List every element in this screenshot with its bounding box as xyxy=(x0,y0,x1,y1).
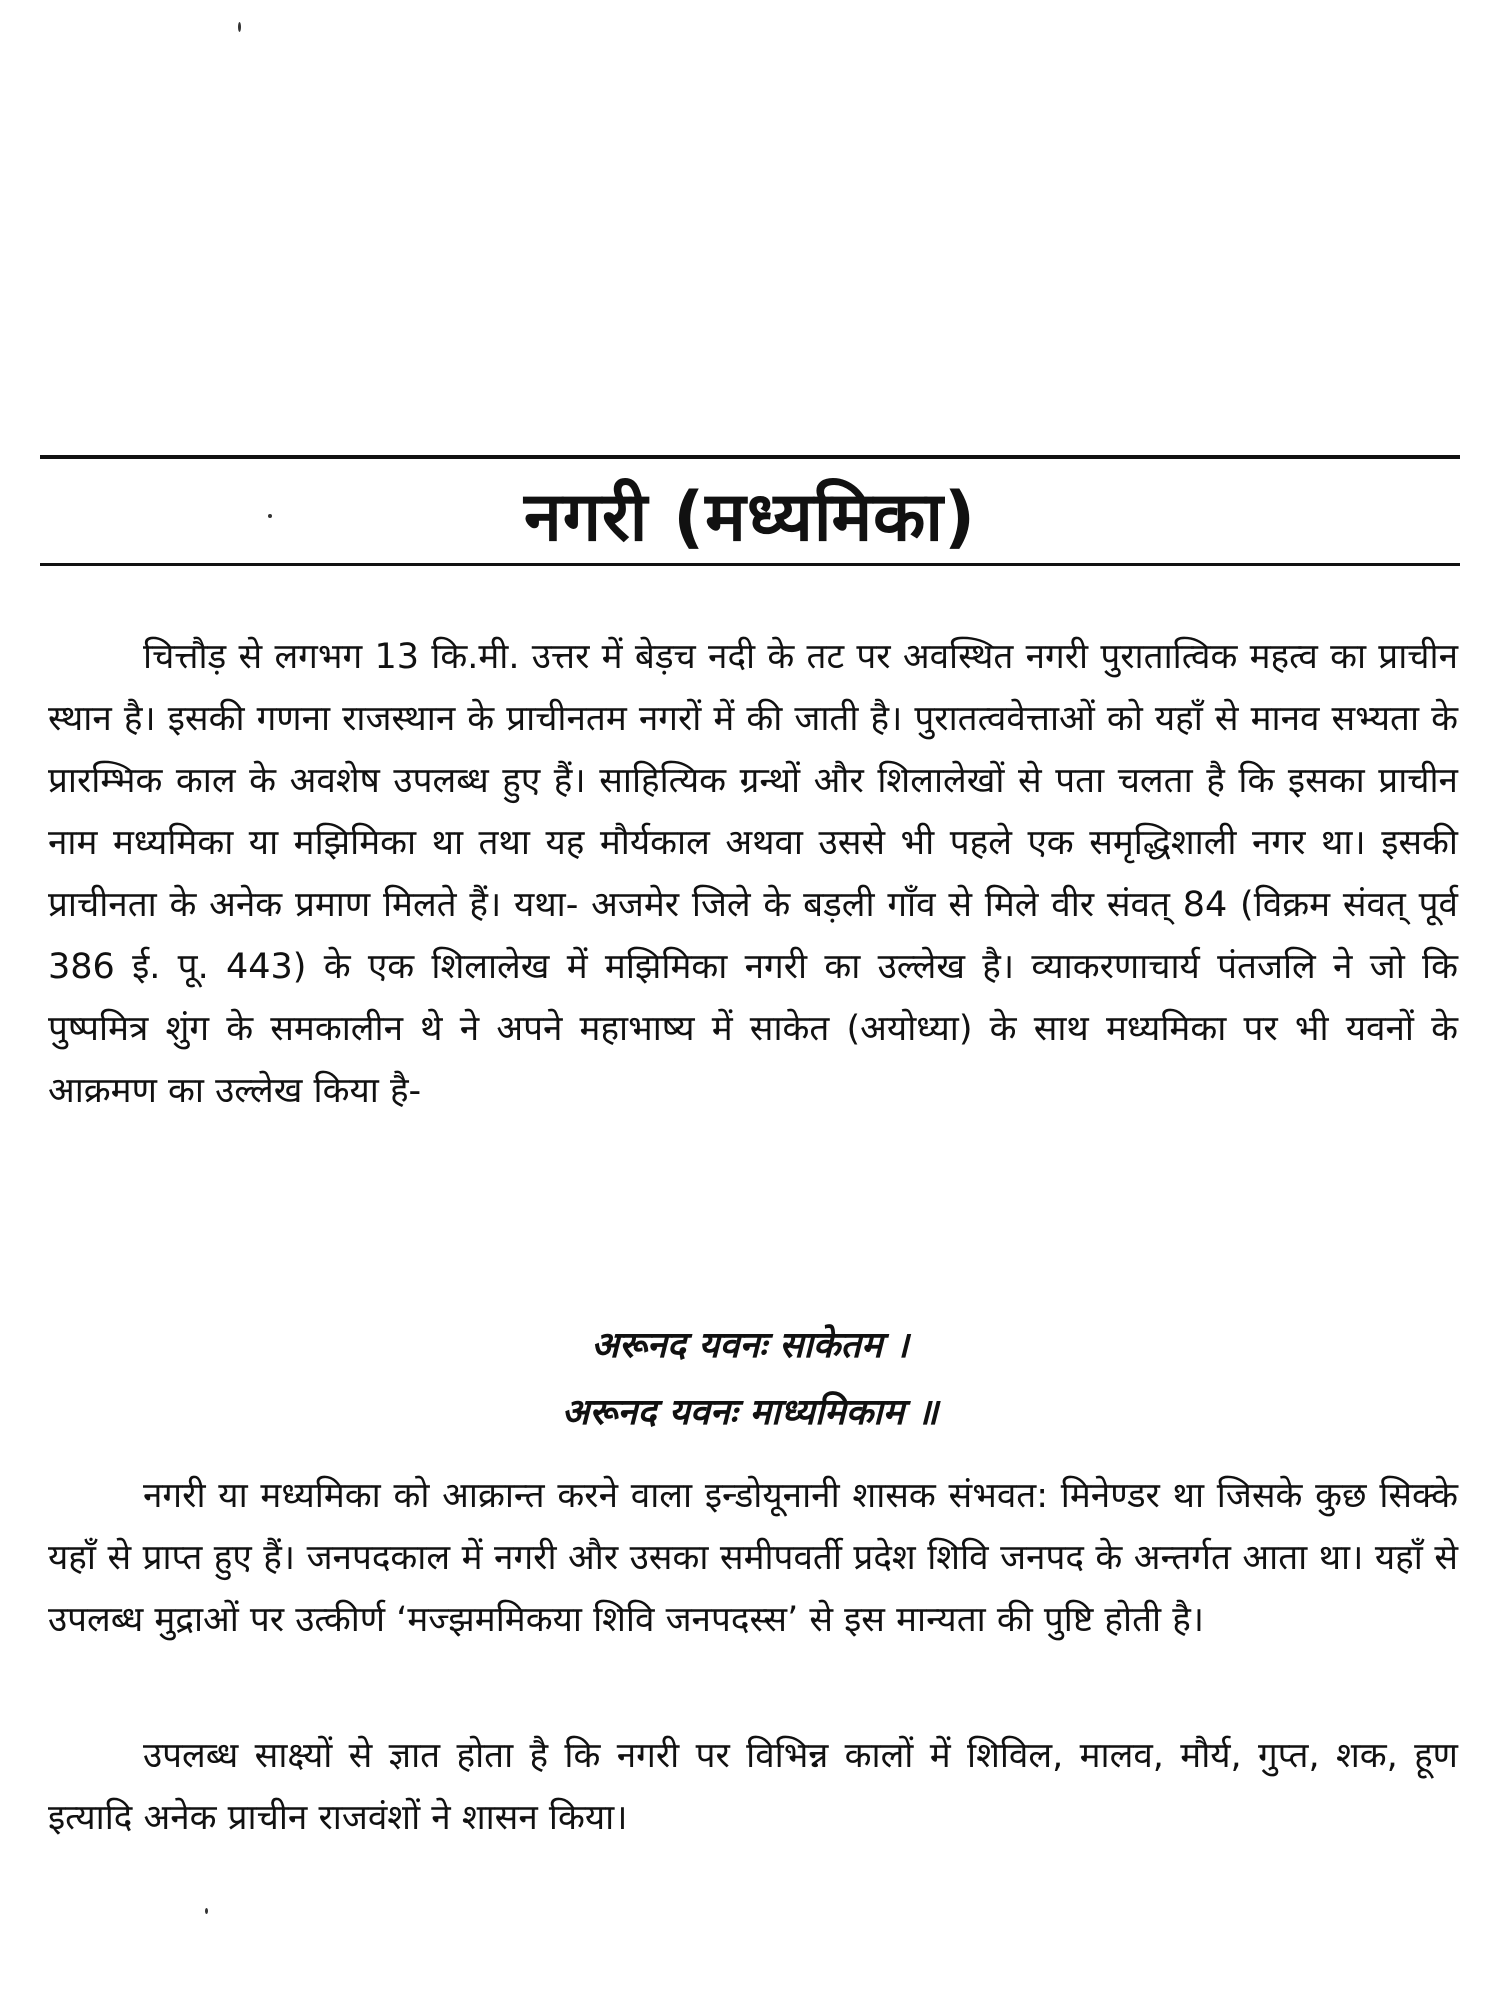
title-rule-top xyxy=(40,455,1460,459)
verse-line-1: अरूनद यवनः साकेतम । xyxy=(591,1325,909,1366)
scan-speck xyxy=(205,1908,208,1914)
verse-line-2: अरूनद यवनः माध्यमिकाम ॥ xyxy=(561,1392,939,1433)
scan-speck xyxy=(268,514,272,518)
paragraph-intro: चित्तौड़ से लगभग 13 कि.मी. उत्तर में बेड़च नदी के तट पर अवस्थित नगरी पुरातात्विक महत्व का प्राचीन स्थान है। इसकी गणना राजस्थान के प्राचीनतम नगरों में की जाती है। पुरातत्ववेत्ताओं को यहाँ से मानव सभ्यता के प्रारम्भिक काल के अवशेष उपलब्ध हुए हैं। साहित्यिक ग्रन्थों और शिलालेखों से पता चलता है कि इसका प्राचीन नाम मध्यमिका या मझिमिका था तथा यह मौर्यकाल अथवा उससे भी पहले एक समृद्धिशाली नगर था। इसकी प्राचीनता के अनेक प्रमाण मिलते हैं। यथा- अजमेर जिले के बड़ली गाँव से मिले वीर संवत् 84 (विक्रम संवत् पूर्व 386 ई. पू. 443) के एक शिलालेख में मझिमिका नगरी का उल्लेख है। व्याकरणाचार्य पंतजलि ने जो कि पुष्पमित्र शुंग के समकालीन थे ने अपने महाभाष्य में साकेत (अयोध्या) के साथ मध्यमिका पर भी यवनों के आक्रमण का उल्लेख किया है- xyxy=(48,637,1458,1111)
paragraph-minander: नगरी या मध्यमिका को आक्रान्त करने वाला इन्डोयूनानी शासक संभवत: मिनेण्डर था जिसके कुछ सिक्के यहाँ से प्राप्त हुए हैं। जनपदकाल में नगरी और उसका समीपवर्ती प्रदेश शिवि जनपद के अन्तर्गत आता था। यहाँ से उपलब्ध मुद्राओं पर उत्कीर्ण ‘मज्झममिकया शिवि जनपदस्स’ से इस मान्यता की पुष्टि होती है। xyxy=(48,1476,1458,1640)
page-title: नगरी (मध्यमिका) xyxy=(523,478,977,557)
title-rule-bottom xyxy=(40,563,1460,566)
paragraph-dynasties: उपलब्ध साक्ष्यों से ज्ञात होता है कि नगरी पर विभिन्न कालों में शिविल, मालव, मौर्य, गुप्त, शक, हूण इत्यादि अनेक प्राचीन राजवंशों ने शासन किया। xyxy=(48,1736,1458,1838)
scan-speck xyxy=(238,22,241,32)
